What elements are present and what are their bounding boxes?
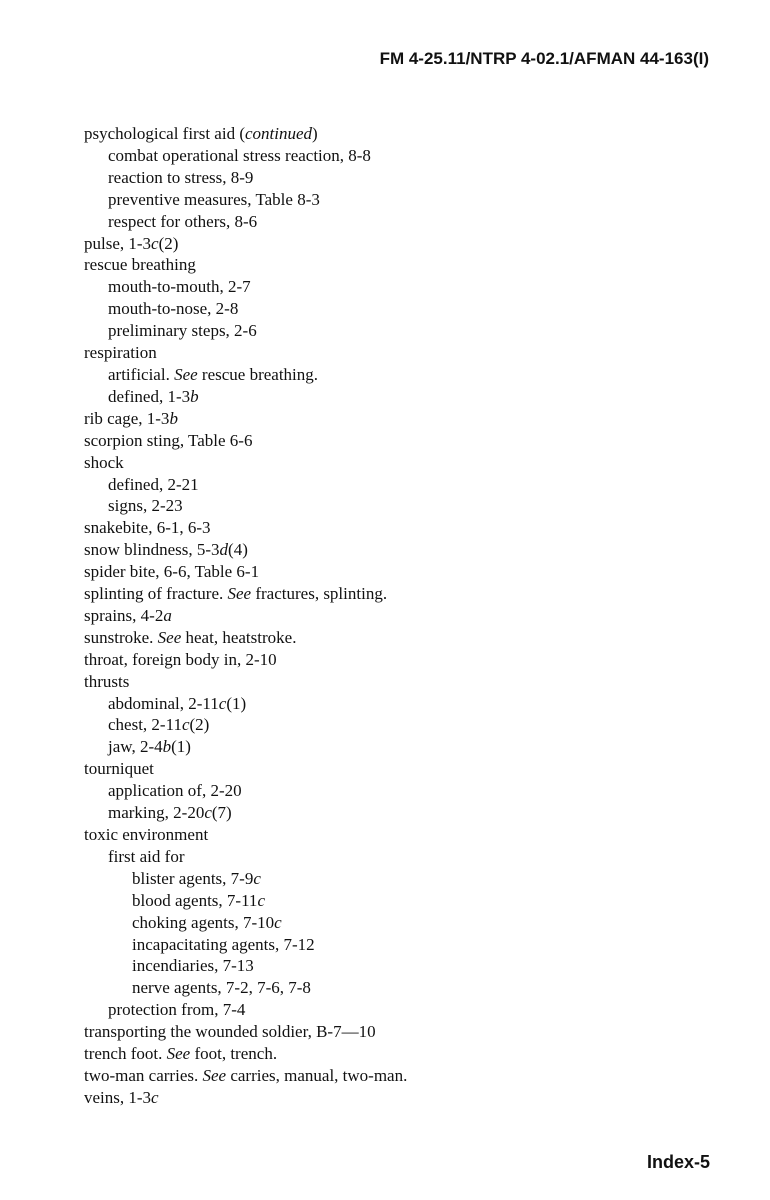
- index-entry: [84, 561, 724, 583]
- index-entry: [84, 912, 724, 934]
- index-entry-text: sprains, 4-2: [84, 605, 164, 625]
- index-entry-text: first aid for: [108, 846, 185, 866]
- index-entry-italic-text: c: [274, 912, 282, 932]
- index-entry-text: snakebite, 6-1, 6-3: [84, 518, 211, 538]
- index-entry-italic-text: continued: [245, 124, 313, 143]
- index-entry-text: toxic environment: [84, 825, 209, 844]
- index-entry-text: ): [312, 124, 318, 143]
- index-entry: [84, 714, 724, 736]
- index-entry: [84, 802, 724, 824]
- index-entry-text: throat, foreign body in, 2-10: [84, 649, 277, 669]
- index-entry: [84, 1043, 724, 1065]
- index-entry: [84, 1065, 724, 1087]
- index-entry-text: pulse, 1-3: [84, 233, 152, 253]
- index-entry: [84, 605, 724, 627]
- index-entry: [84, 824, 724, 846]
- index-entry: [84, 999, 724, 1021]
- index-entry: [84, 408, 724, 430]
- index-entry-text: respect for others, 8-6: [108, 211, 258, 231]
- index-entry-text: (2): [189, 715, 210, 735]
- index-entry: [84, 539, 724, 561]
- index-entry-text: signs, 2-23: [108, 496, 183, 516]
- index-entry: [84, 693, 724, 715]
- index-entry-italic-text: d: [219, 540, 229, 560]
- index-entry-text: spider bite, 6-6, Table 6-1: [84, 562, 260, 582]
- index-entry: [84, 364, 724, 386]
- index-entry-text: (2): [158, 233, 179, 253]
- index-entry: [84, 977, 724, 999]
- index-entry-text: heat, heatstroke.: [181, 627, 297, 647]
- index-entry-text: tourniquet: [84, 759, 154, 779]
- index-entry: [84, 167, 724, 189]
- index-entry: [84, 736, 724, 758]
- index-entry-text: two-man carries.: [84, 1065, 203, 1085]
- index-entry-text: preventive measures, Table 8-3: [108, 189, 320, 209]
- index-entry-text: (1): [171, 737, 191, 757]
- index-entry-italic-text: See: [202, 1065, 227, 1085]
- index-entry-text: mouth-to-nose, 2-8: [108, 299, 239, 319]
- index-entry: [84, 233, 724, 255]
- index-entry-text: carries, manual, two-man.: [226, 1065, 408, 1085]
- index-entry: [84, 495, 724, 517]
- index-entry-text: fractures, splinting.: [251, 584, 388, 604]
- index-entry-italic-text: c: [218, 693, 227, 713]
- index-entry: [84, 254, 724, 276]
- index-entry-text: nerve agents, 7-2, 7-6, 7-8: [132, 978, 311, 998]
- index-entry: [84, 123, 724, 145]
- index-entry-text: defined, 2-21: [108, 474, 199, 494]
- index-entry-text: shock: [84, 452, 124, 472]
- index-entry: [84, 276, 724, 298]
- index-entry-text: artificial.: [108, 364, 175, 384]
- index-entry-text: respiration: [84, 343, 157, 363]
- index-list: [84, 123, 724, 1109]
- index-entry: [84, 868, 724, 890]
- index-entry-text: (4): [228, 540, 248, 560]
- index-entry-text: reaction to stress, 8-9: [108, 167, 254, 187]
- index-entry-text: choking agents, 7-10: [132, 912, 275, 932]
- index-entry-text: foot, trench.: [190, 1044, 278, 1064]
- index-entry-text: protection from, 7-4: [108, 1000, 246, 1020]
- index-entry: [84, 189, 724, 211]
- index-entry: [84, 474, 724, 496]
- index-entry-text: blood agents, 7-11: [132, 890, 258, 910]
- page-number: Index-5: [646, 1152, 710, 1172]
- index-entry: [84, 846, 724, 868]
- index-entry-italic-text: See: [166, 1044, 191, 1064]
- index-entry: [84, 758, 724, 780]
- index-entry-italic-text: c: [181, 715, 190, 735]
- index-entry: [84, 145, 724, 167]
- index-entry: [84, 342, 724, 364]
- index-entry-italic-text: b: [162, 737, 172, 757]
- index-entry-italic-text: b: [169, 408, 178, 428]
- index-entry-text: rescue breathing.: [197, 364, 319, 384]
- index-entry-text: scorpion sting, Table 6-6: [84, 430, 253, 450]
- index-entry-text: transporting the wounded soldier, B-7—10: [84, 1022, 376, 1042]
- index-entry-italic-text: See: [174, 364, 198, 384]
- index-entry-italic-text: See: [157, 627, 182, 647]
- index-entry-italic-text: c: [253, 868, 261, 888]
- index-entry: [84, 430, 724, 452]
- index-entry: [84, 386, 724, 408]
- index-entry: [84, 627, 724, 649]
- index-entry-text: rib cage, 1-3: [84, 408, 170, 428]
- index-entry-text: defined, 1-3: [108, 386, 191, 406]
- index-entry: [84, 452, 724, 474]
- index-entry: [84, 780, 724, 802]
- index-entry-italic-text: c: [257, 890, 265, 910]
- index-entry-text: mouth-to-mouth, 2-7: [108, 277, 251, 297]
- index-entry-italic-text: c: [151, 1087, 159, 1107]
- index-entry-text: sunstroke.: [84, 627, 158, 647]
- index-entry-text: jaw, 2-4: [108, 737, 163, 757]
- index-entry-italic-text: c: [204, 803, 212, 823]
- index-entry-text: blister agents, 7-9: [132, 868, 254, 888]
- index-entry: [84, 583, 724, 605]
- index-entry-text: psychological first aid (: [84, 124, 245, 143]
- index-entry: [84, 298, 724, 320]
- index-entry-italic-text: b: [190, 386, 199, 406]
- index-entry-text: thrusts: [84, 671, 130, 691]
- index-entry: [84, 890, 724, 912]
- index-entry-text: application of, 2-20: [108, 781, 242, 801]
- index-entry-text: preliminary steps, 2-6: [108, 321, 257, 341]
- index-entry-text: splinting of fracture.: [84, 584, 228, 604]
- index-entry: [84, 934, 724, 956]
- index-entry-text: rescue breathing: [84, 255, 196, 275]
- index-entry-text: combat operational stress reaction, 8-8: [108, 145, 371, 165]
- index-entry: [84, 211, 724, 233]
- index-entry: [84, 955, 724, 977]
- index-entry-text: trench foot.: [84, 1044, 167, 1064]
- page-header-title: FM 4-25.11/NTRP 4-02.1/AFMAN 44-163(I): [379, 49, 709, 68]
- index-entry-text: incendiaries, 7-13: [132, 956, 254, 976]
- index-entry-text: chest, 2-11: [108, 715, 182, 735]
- index-entry-text: snow blindness, 5-3: [84, 540, 220, 560]
- index-entry: [84, 671, 724, 693]
- index-entry: [84, 1021, 724, 1043]
- index-entry-italic-text: c: [151, 233, 159, 253]
- index-entry-text: veins, 1-3: [84, 1087, 152, 1107]
- index-entry-italic-text: See: [227, 584, 252, 604]
- index-entry-text: abdominal, 2-11: [108, 693, 219, 713]
- index-entry-text: (7): [211, 803, 232, 823]
- index-entry: [84, 649, 724, 671]
- index-entry: [84, 320, 724, 342]
- index-entry: [84, 517, 724, 539]
- index-entry-italic-text: a: [163, 605, 172, 625]
- index-entry: [84, 1087, 724, 1109]
- index-entry-text: (1): [226, 693, 247, 713]
- index-entry-text: marking, 2-20: [108, 803, 205, 823]
- index-entry-text: incapacitating agents, 7-12: [132, 934, 315, 954]
